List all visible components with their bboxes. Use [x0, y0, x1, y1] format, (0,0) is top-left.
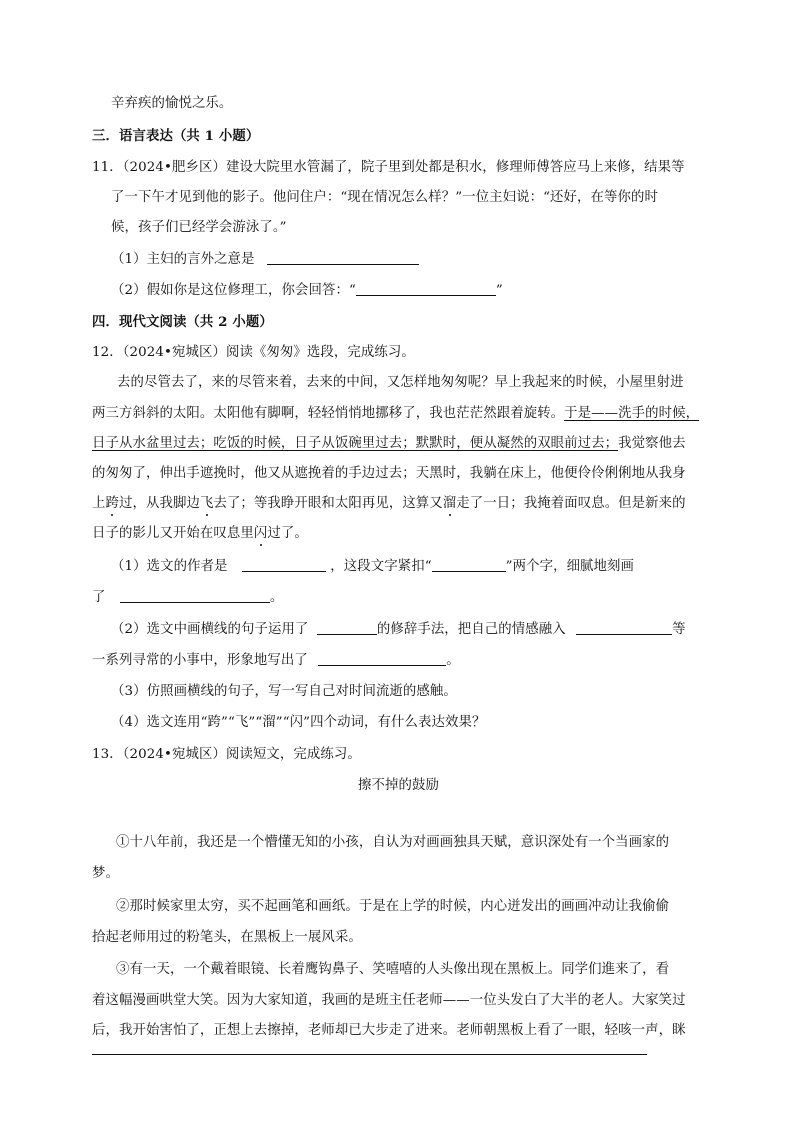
dotted-verb: 跨: [105, 496, 119, 511]
q12-passage-line-1: 去的尽管去了，来的尽管来着，去来的中间，又怎样地匆匆呢？早上我起来的时候，小屋里射进: [117, 375, 684, 390]
answer-blank[interactable]: [267, 250, 419, 265]
q11-line-2: 了一下午才见到他的影子。他问住户：“现在情况怎么样？”一位主妇说：“还好，在等你的时: [111, 190, 658, 205]
q13-paragraph-1-line-1: ①十八年前，我还是一个懵懂无知的小孩，自认为对画画独具天赋，意识深处有一个当画家的: [116, 835, 670, 850]
q12-subquestion-4: （4）选文连用“跨”“飞”“溜”“闪”四个动词，有什么表达效果？: [111, 715, 486, 730]
q12-passage-line-4: 的匆匆了，伸出手遮挽时，他又从遮挽着的手边过去；天黑时，我躺在床上，他便伶伶俐俐地从我身: [92, 466, 686, 481]
q12-passage-line-6: 日子的影儿又开始在叹息里闪过了。: [92, 526, 308, 541]
q11-subquestion-1: （1）主妇的言外之意是: [111, 250, 419, 270]
section-4-title: 四．现代文阅读（共 2 小题）: [92, 314, 273, 330]
q11-subquestion-2: （2）假如你是这位修理工，你会回答：“ ”: [111, 283, 503, 298]
q13-article-title: 擦不掉的鼓励: [358, 778, 439, 793]
q11-line-1: 11．（2024•肥乡区）建设大院里水管漏了，院子里到处都是积水，修理师傅答应马上来修，结果等: [92, 160, 685, 175]
q12-subquestion-1-cont: 了 。: [92, 590, 284, 605]
q13-paragraph-3-line-2: 着这幅漫画哄堂大笑。因为大家知道，我画的是班主任老师——一位头发白了大半的老人。大家笑过: [92, 993, 686, 1008]
q13-paragraph-1-line-2: 梦。: [92, 866, 119, 881]
q11-line-3: 候，孩子们已经学会游泳了。”: [111, 220, 287, 235]
q13-paragraph-3-line-1: ③有一天，一个戴着眼镜、长着鹰钩鼻子、笑嘻嘻的人头像出现在黑板上。同学们進来了，看: [116, 962, 670, 977]
answer-blank[interactable]: [356, 281, 496, 296]
answer-blank[interactable]: [242, 557, 326, 572]
section-3-title: 三．语言表达（共 1 小题）: [92, 128, 260, 144]
q12-passage-line-3: 日子从水盆里过去；吃饭的时候，日子从饭碗里过去；默默时，便从凝然的双眼前过去；我觉察他去: [92, 436, 686, 451]
q13-header: 13．（2024•宛城区）阅读短文，完成练习。: [92, 747, 361, 762]
answer-blank[interactable]: [318, 651, 446, 666]
answer-blank[interactable]: [317, 620, 377, 635]
q12-subquestion-2: （2）选文中画横线的句子运用了 的修辞手法，把自己的情感融入 等: [111, 622, 686, 637]
underlined-sentence: 于是——洗手的时候，: [564, 406, 700, 421]
underlined-sentence: 日子从水盆里过去；吃饭的时候，日子从饭碗里过去；默默时，便从凝然的双眼前过去；: [92, 436, 619, 451]
page-bottom-rule: [92, 1054, 647, 1055]
continuation-text: 辛弃疾的愉悦之乐。: [111, 96, 233, 111]
dotted-verb: 溜: [442, 496, 457, 511]
q12-passage-line-2: 两三方斜斜的太阳。太阳他有脚啊，轻轻悄悄地挪移了，我也茫茫然跟着旋转。于是——洗手的时候，: [92, 406, 700, 421]
q12-passage-line-5: 上跨过，从我脚边飞去了；等我睁开眼和太阳再见，这算又溜走了一日；我掩着面叹息。但是新来的: [92, 496, 686, 511]
q12-subquestion-1: （1）选文的作者是 ，这段文字紧扣“ ”两个字，细腻地刻画: [111, 559, 635, 574]
q13-paragraph-3-line-3: 后，我开始害怕了，正想上去擦掉，老师却已大步走了进来。老师朝黑板上看了一眼，轻咳一声，眯: [92, 1023, 686, 1038]
q13-paragraph-2-line-1: ②那时候家里太穷，买不起画笔和画纸。于是在上学的时候，内心迸发出的画画冲动让我偷偷: [116, 899, 670, 914]
answer-blank[interactable]: [120, 588, 270, 603]
dotted-verb: 飞: [199, 496, 214, 511]
q12-subquestion-3: （3）仿照画横线的句子，写一写自己对时间流逝的感触。: [111, 684, 457, 699]
dotted-verb: 闪: [253, 526, 268, 541]
q12-subquestion-2-cont: 一系列寻常的小事中，形象地写出了 。: [92, 653, 460, 668]
answer-blank[interactable]: [576, 620, 672, 635]
q13-paragraph-2-line-2: 拾起老师用过的粉笔头，在黑板上一展风采。: [92, 930, 362, 945]
q12-header: 12．（2024•宛城区）阅读《匆匆》选段，完成练习。: [92, 345, 415, 360]
answer-blank[interactable]: [432, 557, 506, 572]
